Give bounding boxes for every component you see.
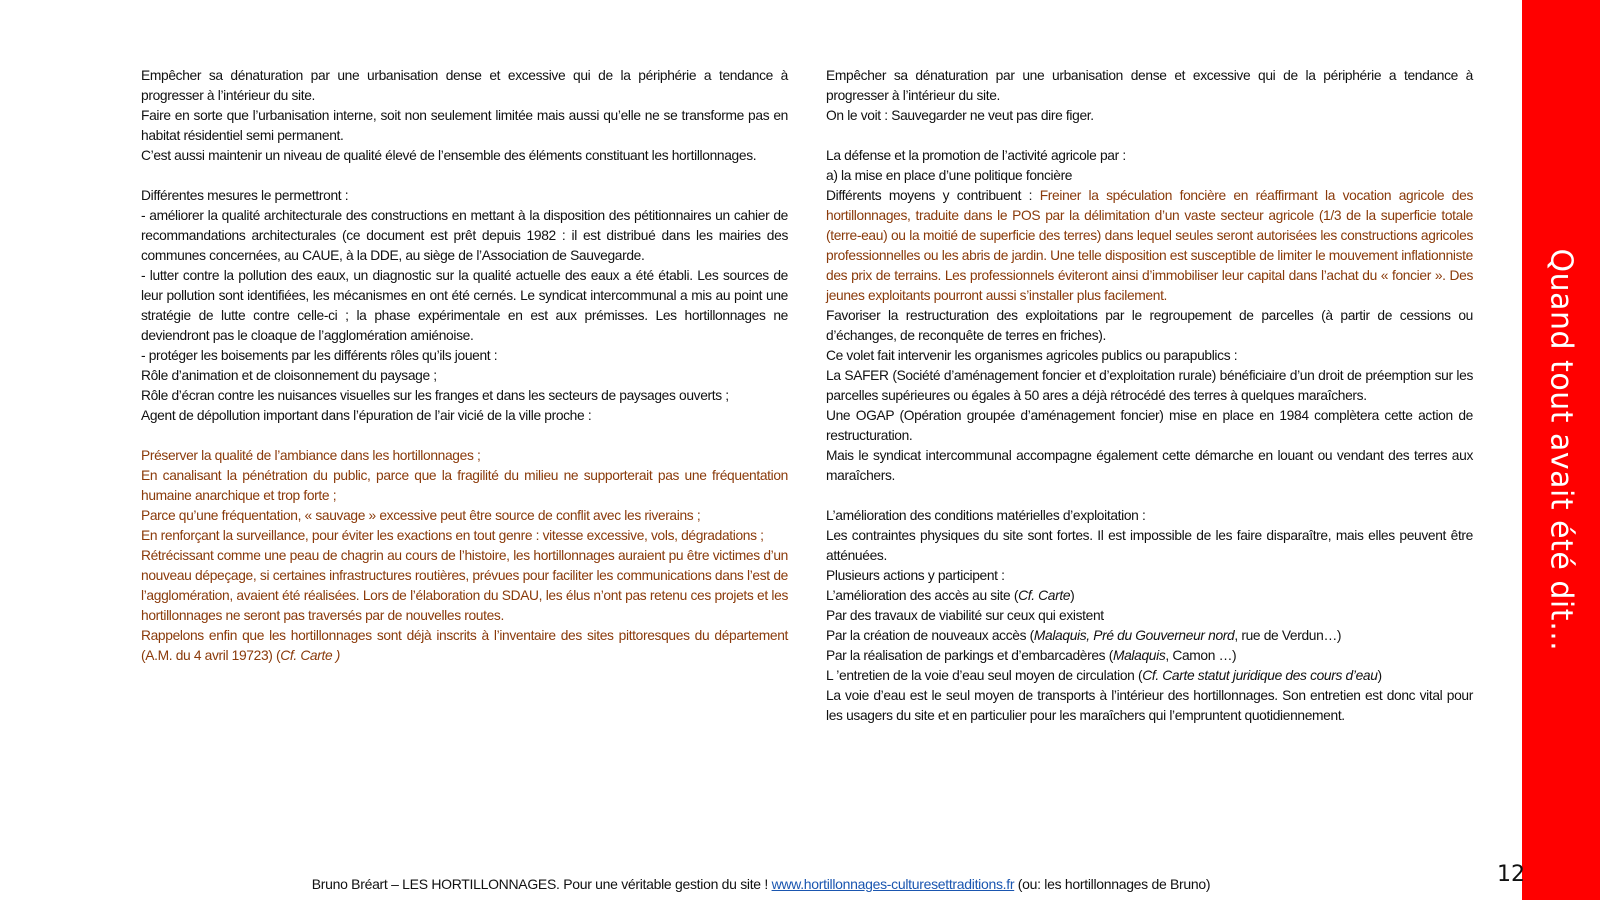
footer-text: (ou: les hortillonnages de Bruno) xyxy=(1014,876,1211,892)
paragraph: Plusieurs actions y participent : xyxy=(826,568,1005,583)
paragraph: Une OGAP (Opération groupée d’aménagement foncier) mise en place en 1984 complètera cette action de restructuration. xyxy=(826,408,1473,443)
paragraph xyxy=(826,586,1473,606)
paragraph: - lutter contre la pollution des eaux, un diagnostic sur la qualité actuelle des eaux a été établi. Les sources de leur pollution sont identifiées, les mécanismes en ont été cernés. Le syndicat intercommunal a mis au point une stratégie de lutte contre celle-ci ; la phase expérimentale en est aux prémisses. Les hortillonnages ne deviendront pas le cloaque de l’agglomération amiénoise. xyxy=(141,268,788,343)
map-reference: Cf. Carte statut juridique des cours d’eau xyxy=(1142,668,1378,683)
right-text-column xyxy=(826,66,1473,726)
paragraph: C’est aussi maintenir un niveau de qualité élevé de l’ensemble des éléments constituant les hortillonnages. xyxy=(141,148,757,163)
place-reference: Malaquis, Pré du Gouverneur nord xyxy=(1033,628,1235,643)
left-text-column xyxy=(141,66,788,666)
paragraph: Faire en sorte que l’urbanisation interne, soit non seulement limitée mais aussi qu’elle ne se transforme pas en habitat résidentiel semi permanent. xyxy=(141,108,788,143)
paragraph: On le voit : Sauvegarder ne veut pas dire figer. xyxy=(826,108,1094,123)
map-reference: Cf. Carte xyxy=(1018,588,1071,603)
paragraph: a) la mise en place d’une politique foncière xyxy=(826,168,1073,183)
paragraph-text: Par la création de nouveaux accès ( xyxy=(826,628,1034,643)
paragraph: Empêcher sa dénaturation par une urbanisation dense et excessive qui de la périphérie a tendance à progresser à l’intérieur du site. xyxy=(141,68,788,103)
sidebar-banner xyxy=(1522,0,1600,900)
footer xyxy=(0,876,1522,892)
paragraph-text: L’amélioration des accès au site ( xyxy=(826,588,1019,603)
paragraph: Agent de dépollution important dans l’épuration de l’air vicié de la ville proche : xyxy=(141,408,592,423)
paragraph-text: , rue de Verdun…) xyxy=(1234,628,1342,643)
place-reference: Malaquis xyxy=(1112,648,1166,663)
footer-text: Bruno Bréart – LES HORTILLONNAGES. Pour une véritable gestion du site ! xyxy=(311,876,772,892)
website-link[interactable]: www.hortillonnages-culturesettraditions.fr xyxy=(771,876,1015,892)
paragraph: Différentes mesures le permettront : xyxy=(141,188,349,203)
sidebar-title: Quand tout avait été dit… xyxy=(1543,248,1579,652)
paragraph xyxy=(826,666,1473,686)
paragraph-text: Par la réalisation de parkings et d’embarcadères ( xyxy=(826,648,1113,663)
highlighted-paragraph: En renforçant la surveillance, pour éviter les exactions en tout genre : vitesse excessive, vols, dégradations ; xyxy=(141,528,764,543)
paragraph xyxy=(826,626,1473,646)
highlighted-paragraph: Parce qu’une fréquentation, « sauvage » excessive peut être source de conflit avec les riverains ; xyxy=(141,508,701,523)
paragraph: Empêcher sa dénaturation par une urbanisation dense et excessive qui de la périphérie a tendance à progresser à l’intérieur du site. xyxy=(826,68,1473,103)
paragraph: La SAFER (Société d’aménagement foncier et d’exploitation rurale) bénéficiaire d’un droit de préemption sur les parcelles supérieures ou égales à 50 ares a déjà rétrocédé des terres à quelques maraîchers. xyxy=(826,368,1473,403)
paragraph: Rôle d’écran contre les nuisances visuelles sur les franges et dans les secteurs de paysages ouverts ; xyxy=(141,388,729,403)
paragraph xyxy=(826,646,1473,666)
paragraph: Ce volet fait intervenir les organismes agricoles publics ou parapublics : xyxy=(826,348,1238,363)
paragraph: Favoriser la restructuration des exploitations par le regroupement de parcelles (à partir de cessions ou d’échanges, de reconquête de terres en friches). xyxy=(826,308,1473,343)
highlighted-text: Freiner la spéculation foncière en réaffirmant la vocation agricole des hortillonnages, traduite dans le POS par la délimitation d’un vaste secteur agricole (1/3 de la superficie totale (terre-eau) ou la moitié de superficie des terres) dans lequel seules seront autorisées les constructions agricoles professionnelles ou les abris de jardin. Une telle disposition est susceptible de limiter le mouvement inflationniste des prix de terrains. Les professionnels éviteront ainsi d’immobiliser leur capital dans l’achat du « foncier ». Des jeunes exploitants pourront aussi s’installer plus facilement. xyxy=(826,188,1473,303)
paragraph: L’amélioration des conditions matérielles d’exploitation : xyxy=(826,508,1146,523)
highlighted-paragraph: Rétrécissant comme une peau de chagrin au cours de l’histoire, les hortillonnages auraient pu être victimes d’un nouveau dépeçage, si certaines infrastructures routières, prévues pour faciliter les communications dans l’est de l’agglomération, avaient été réalisées. Lors de l’élaboration du SDAU, les élus n’ont pas retenu ces projets et les hortillonnages ne seront pas traversés par de nouvelles routes. xyxy=(141,548,788,623)
paragraph xyxy=(826,186,1473,306)
paragraph: - améliorer la qualité architecturale des constructions en mettant à la disposition des pétitionnaires un cahier de recommandations architecturales (ce document est prêt depuis 1982 : il est distribué dans les mairies des communes concernées, au CAUE, à la DDE, au siège de l’Association de Sauvegarde. xyxy=(141,208,788,263)
paragraph-text: , Camon …) xyxy=(1165,648,1237,663)
paragraph-text: ) xyxy=(1070,588,1075,603)
paragraph-text: L ’entretien de la voie d’eau seul moyen de circulation ( xyxy=(826,668,1143,683)
paragraph: La défense et la promotion de l’activité agricole par : xyxy=(826,148,1126,163)
paragraph: Mais le syndicat intercommunal accompagne également cette démarche en louant ou vendant des terres aux maraîchers. xyxy=(826,448,1473,483)
highlighted-paragraph: En canalisant la pénétration du public, parce que la fragilité du milieu ne supporterait pas une fréquentation humaine anarchique et trop forte ; xyxy=(141,468,788,503)
map-reference: Cf. Carte ) xyxy=(280,648,341,663)
highlighted-paragraph xyxy=(141,626,788,666)
paragraph: Les contraintes physiques du site sont fortes. Il est impossible de les faire disparaître, mais elles peuvent être atténuées. xyxy=(826,528,1473,563)
paragraph: Rôle d’animation et de cloisonnement du paysage ; xyxy=(141,368,437,383)
paragraph-text: ) xyxy=(1377,668,1382,683)
paragraph: - protéger les boisements par les différents rôles qu’ils jouent : xyxy=(141,348,498,363)
paragraph-text: Différents moyens y contribuent : xyxy=(826,188,1040,203)
paragraph: Par des travaux de viabilité sur ceux qui existent xyxy=(826,608,1104,623)
paragraph: La voie d’eau est le seul moyen de transports à l’intérieur des hortillonnages. Son entretien est donc vital pour les usagers du site et en particulier pour les maraîchers qui l’empruntent quotidiennement. xyxy=(826,688,1473,723)
paragraph-text: Rappelons enfin que les hortillonnages sont déjà inscrits à l’inventaire des sites pittoresques du département (A.M. du 4 avril 19723) ( xyxy=(141,628,788,663)
highlighted-paragraph: Préserver la qualité de l’ambiance dans les hortillonnages ; xyxy=(141,448,481,463)
page-number: 12 xyxy=(1497,862,1525,887)
